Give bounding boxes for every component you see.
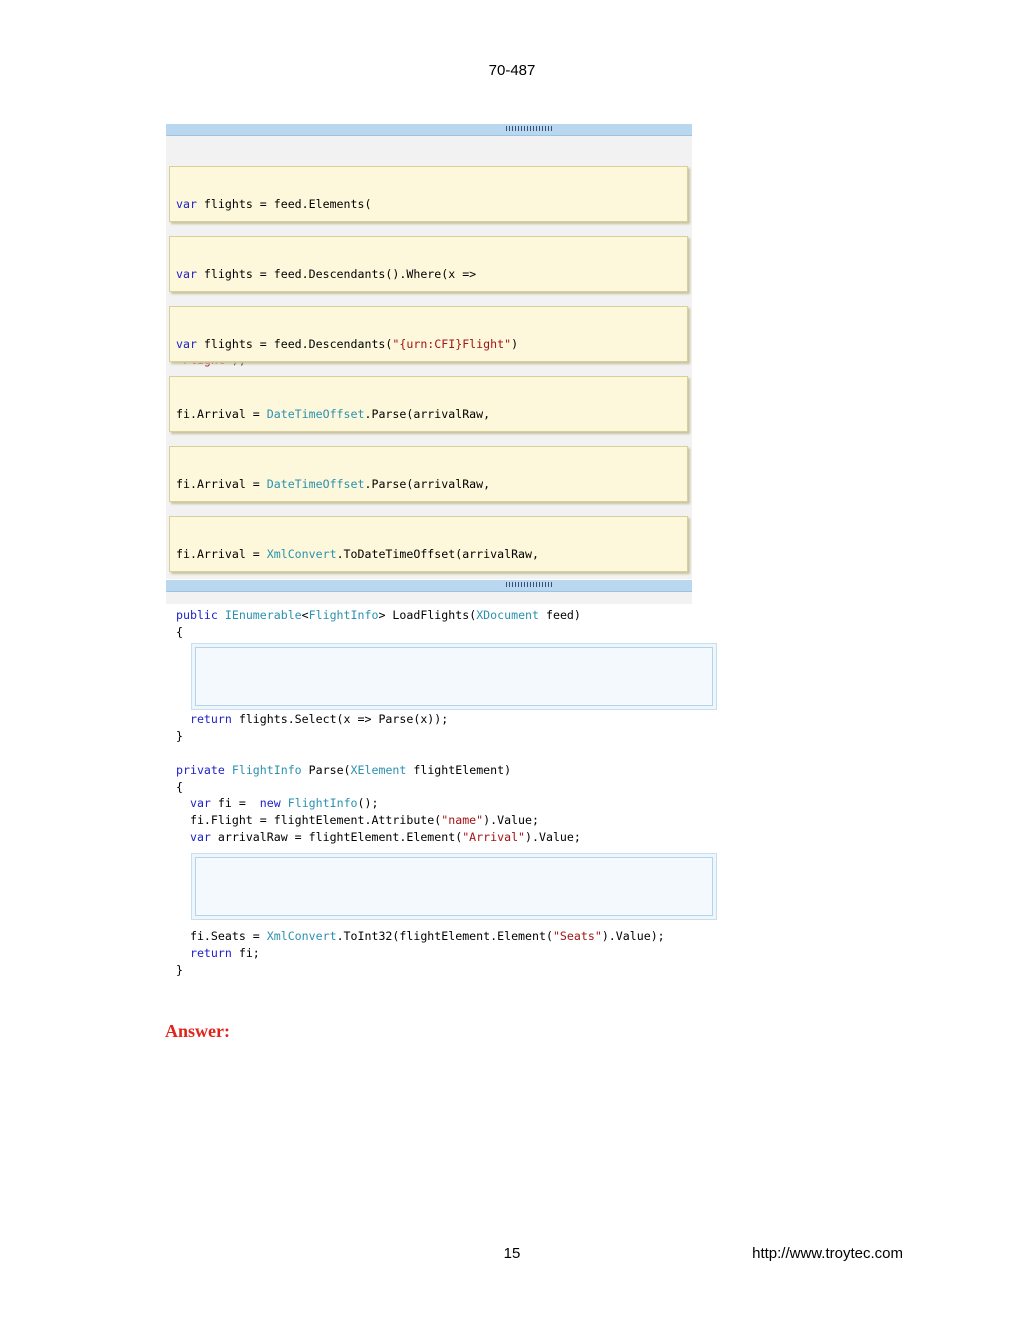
answer-label: Answer: bbox=[165, 1021, 230, 1041]
parse-signature: private FlightInfo Parse(XElement flightElement) bbox=[176, 763, 512, 777]
load-flights-signature: public IEnumerable<FlightInfo> LoadFlights(XDocument feed) bbox=[176, 608, 581, 622]
snippet-option-4[interactable] bbox=[169, 376, 688, 432]
snippet-option-3[interactable] bbox=[169, 306, 688, 362]
footer-url[interactable]: http://www.troytec.com bbox=[752, 1245, 903, 1262]
snippet-line: fi.Arrival = DateTimeOffset.Parse(arrivalRaw, bbox=[176, 477, 491, 491]
close-brace: } bbox=[176, 729, 183, 743]
return-select-line: return flights.Select(x => Parse(x)); bbox=[189, 712, 449, 726]
drag-grip-icon[interactable] bbox=[506, 126, 554, 131]
drop-target-1[interactable] bbox=[191, 643, 717, 710]
snippet-option-6[interactable] bbox=[169, 516, 688, 572]
code-listing bbox=[176, 608, 665, 977]
drop-target-2[interactable] bbox=[191, 853, 717, 920]
target-panel-bar bbox=[166, 580, 692, 592]
open-brace: { bbox=[176, 625, 183, 639]
snippet-option-2[interactable] bbox=[169, 236, 688, 292]
snippet-option-1[interactable] bbox=[169, 166, 688, 222]
drag-grip-icon[interactable] bbox=[506, 582, 554, 587]
snippet-line: var flights = feed.Descendants().Where(x => bbox=[176, 267, 477, 281]
fi-seats-line: fi.Seats = XmlConvert.ToInt32(flightElement.Element("Seats").Value); bbox=[176, 929, 665, 943]
snippet-line: fi.Arrival = DateTimeOffset.Parse(arrivalRaw, bbox=[176, 407, 491, 421]
panel-title-bar bbox=[166, 124, 692, 136]
var-fi-line: var fi = new FlightInfo(); bbox=[189, 796, 379, 810]
snippet-line: fi.Arrival = XmlConvert.ToDateTimeOffset(arrivalRaw, bbox=[176, 547, 539, 561]
open-brace: { bbox=[176, 780, 183, 794]
fi-flight-line: fi.Flight = flightElement.Attribute("name").Value; bbox=[176, 813, 539, 827]
snippet-line: var flights = feed.Elements( bbox=[176, 197, 372, 211]
page-number: 15 bbox=[503, 1245, 521, 1262]
var-arrival-line: var arrivalRaw = flightElement.Element("Arrival").Value; bbox=[189, 830, 581, 844]
snippet-line: var flights = feed.Descendants("{urn:CFI}Flight") bbox=[176, 337, 519, 351]
return-fi-line: return fi; bbox=[189, 946, 260, 960]
snippet-option-5[interactable] bbox=[169, 446, 688, 502]
close-brace: } bbox=[176, 963, 183, 977]
exam-code-header: 70-487 bbox=[488, 62, 536, 79]
